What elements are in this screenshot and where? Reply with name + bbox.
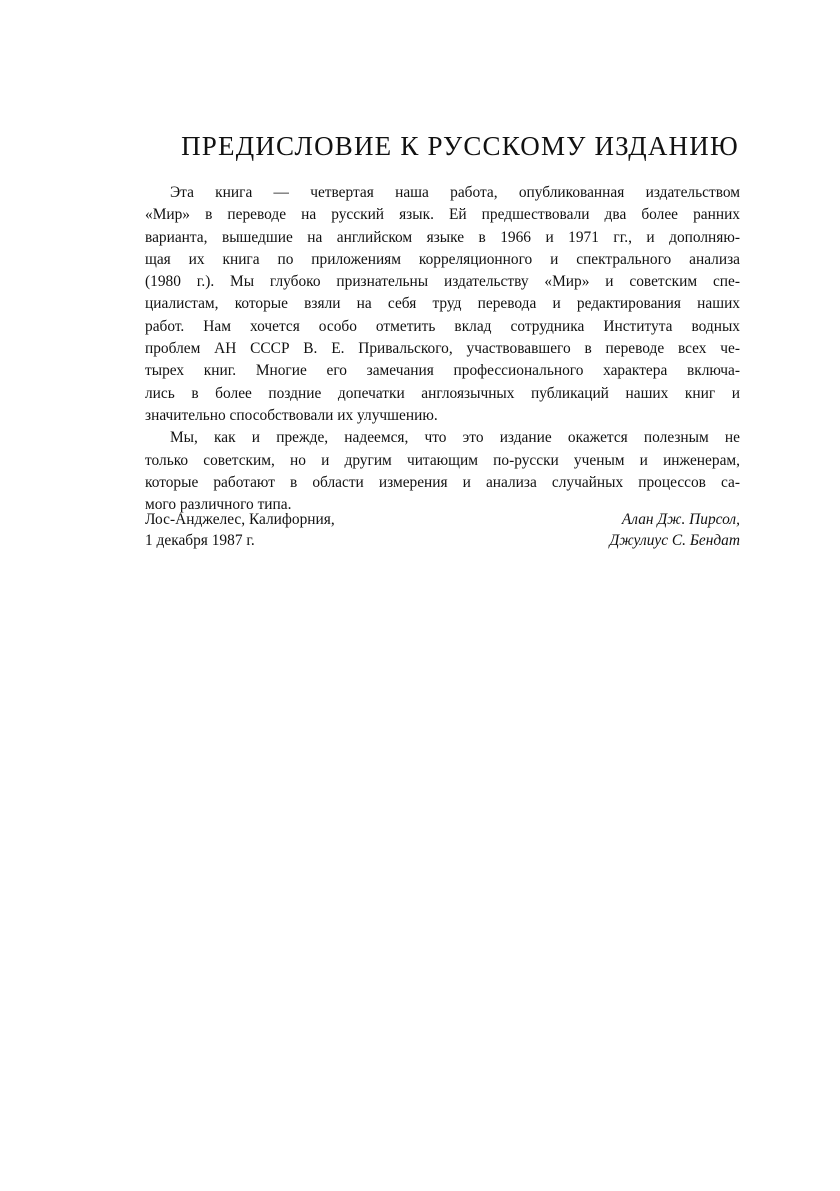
place-and-date bbox=[145, 509, 335, 551]
text-line: тырех книг. Многие его замечания профессионального характера включа- bbox=[145, 362, 740, 380]
text-line: «Мир» в переводе на русский язык. Ей предшествовали два более ранних bbox=[145, 206, 740, 224]
text-line: Эта книга — четвертая наша работа, опубликованная издательством bbox=[170, 184, 740, 201]
text-line: Мы, как и прежде, надеемся, что это издание окажется полезным не bbox=[170, 429, 740, 447]
text-line: только советским, но и другим читающим по-русски ученым и инженерам, bbox=[145, 451, 740, 469]
preface-body bbox=[145, 182, 740, 516]
signature-place: Лос-Анджелес, Калифорния, bbox=[145, 511, 335, 528]
text-line: мого различного типа. bbox=[145, 496, 292, 514]
text-line: циалистам, которые взяли на себя труд перевода и редактирования наших bbox=[145, 295, 740, 313]
text-line: лись в более поздние допечатки англоязычных публикаций наших книг и bbox=[145, 384, 740, 402]
author-name: Алан Дж. Пирсол, bbox=[621, 511, 740, 528]
authors bbox=[609, 509, 740, 551]
author-name: Джулиус С. Бендат bbox=[609, 532, 740, 549]
paragraph-2 bbox=[145, 427, 740, 516]
paragraph-1 bbox=[145, 182, 740, 427]
text-line: щая их книга по приложениям корреляционного и спектрального анализа bbox=[145, 250, 740, 268]
text-line: (1980 г.). Мы глубоко признательны издательству «Мир» и советским спе- bbox=[145, 273, 740, 291]
text-line: которые работают в области измерения и анализа случайных процессов са- bbox=[145, 473, 740, 491]
text-line: работ. Нам хочется особо отметить вклад сотрудника Института водных bbox=[145, 317, 740, 335]
page-title: ПРЕДИСЛОВИЕ К РУССКОМУ ИЗДАНИЮ bbox=[181, 131, 739, 161]
signature-date: 1 декабря 1987 г. bbox=[145, 532, 255, 549]
text-line: значительно способствовали их улучшению. bbox=[145, 406, 438, 424]
text-line: варианта, вышедшие на английском языке в 1966 и 1971 гг., и дополняю- bbox=[145, 228, 740, 246]
text-line: проблем АН СССР В. Е. Привальского, участвовавшего в переводе всех че- bbox=[145, 340, 740, 358]
